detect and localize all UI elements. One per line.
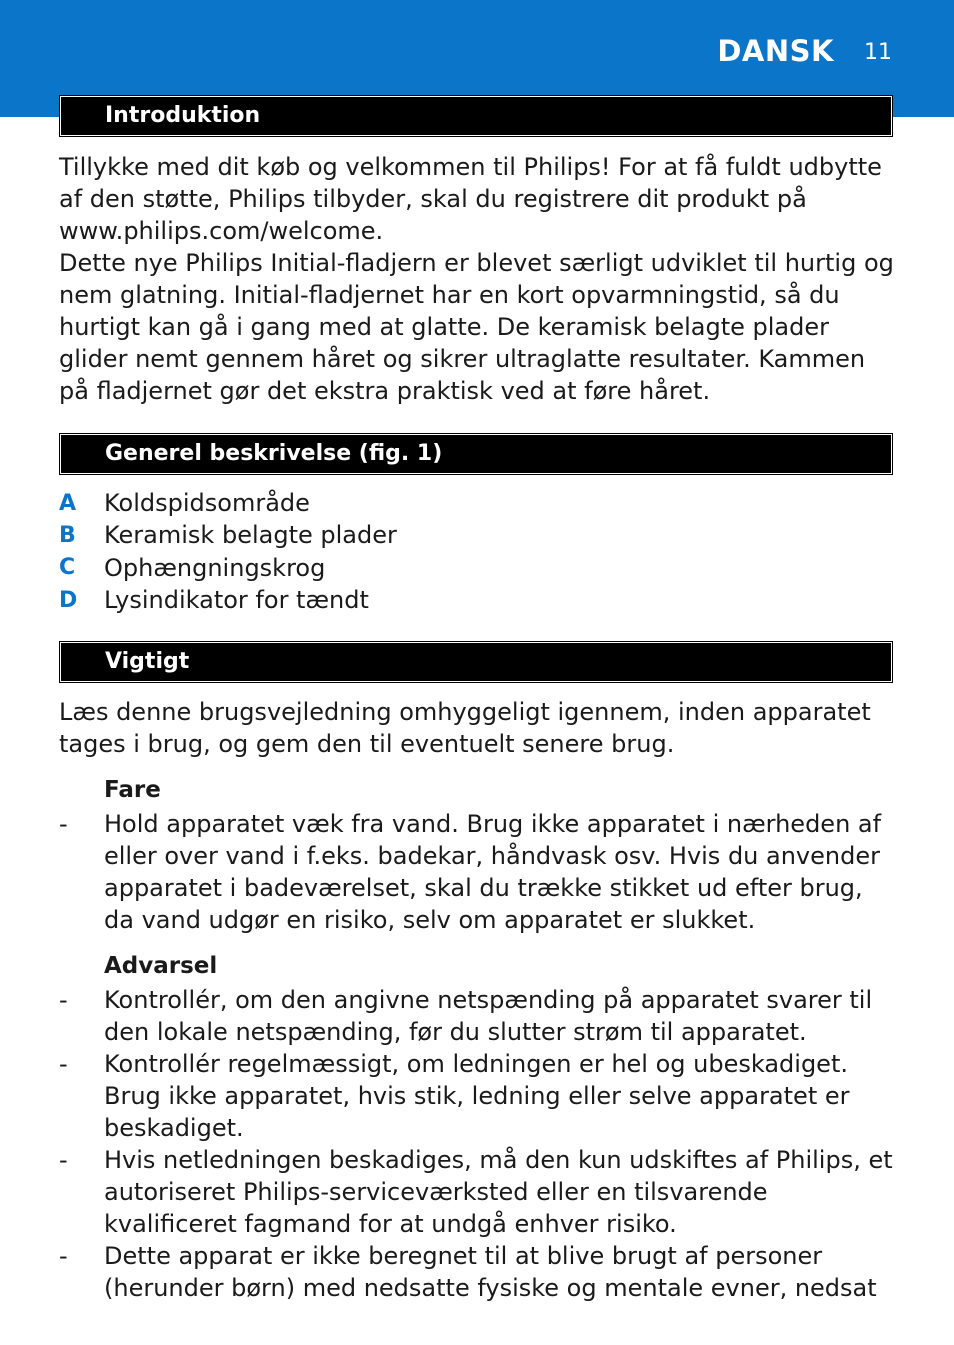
list-item	[59, 552, 397, 584]
section-title: Vigtigt	[105, 649, 190, 674]
bullet-text: Dette apparat er ikke beregnet til at blive brugt af personer (herunder børn) med nedsatte fysiske og mentale evner, nedsat	[104, 1242, 877, 1302]
section-header-general	[60, 434, 892, 474]
intro-paragraph-1: Tillykke med dit køb og velkommen til Philips! For at få fuldt udbytte af den støtte, Philips tilbyder, skal du registrere dit produkt på www.philips.com/welcome.	[59, 153, 882, 245]
list-item	[59, 519, 397, 551]
section-title: Introduktion	[105, 103, 261, 128]
section-header-important	[60, 642, 892, 682]
bullet-item	[59, 1048, 899, 1144]
bullet-dash: -	[59, 1242, 68, 1270]
bullet-item	[59, 1240, 899, 1304]
bullet-item	[59, 808, 899, 936]
item-text: Ophængningskrog	[104, 553, 326, 582]
language-label: DANSK	[717, 34, 834, 68]
important-intro: Læs denne brugsvejledning omhyggeligt igennem, inden apparatet tages i brug, og gem den til eventuelt senere brug.	[59, 698, 871, 758]
list-item	[59, 487, 397, 519]
bullet-dash: -	[59, 1146, 68, 1174]
bullet-dash: -	[59, 810, 68, 838]
list-item	[59, 584, 397, 616]
page-number: 11	[864, 40, 892, 65]
item-text: Keramisk belagte plader	[104, 521, 397, 550]
danger-heading: Fare	[104, 777, 161, 803]
bullet-text: Kontrollér, om den angivne netspænding på apparatet svarer til den lokale netspænding, før du slutter strøm til apparatet.	[104, 986, 873, 1046]
item-letter: B	[59, 522, 76, 548]
section-title: Generel beskrivelse (fig. 1)	[105, 441, 443, 466]
item-text: Lysindikator for tændt	[104, 586, 369, 615]
item-letter: C	[59, 555, 76, 581]
intro-paragraph-2: Dette nye Philips Initial-fladjern er blevet særligt udviklet til hurtig og nem glatning. Initial-fladjernet har en kort opvarmningstid, så du hurtigt kan gå i gang med at glatte. De keramisk belagte plader glider nemt gennem håret og sikrer ultraglatte resultater. Kammen på fladjernet gør det ekstra praktisk ved at føre håret.	[59, 249, 894, 405]
parts-list	[59, 487, 397, 616]
item-letter: D	[59, 587, 78, 613]
bullet-item	[59, 984, 899, 1048]
item-text: Koldspidsområde	[104, 489, 310, 518]
danger-list	[59, 808, 899, 936]
item-letter: A	[59, 490, 77, 516]
warning-heading: Advarsel	[104, 953, 218, 979]
bullet-dash: -	[59, 986, 68, 1014]
bullet-item	[59, 1144, 899, 1240]
bullet-text: Hvis netledningen beskadiges, må den kun udskiftes af Philips, et autoriseret Philips-serviceværksted eller en tilsvarende kvalificeret fagmand for at undgå enhver risiko.	[104, 1146, 893, 1238]
section-header-intro	[60, 96, 892, 136]
bullet-dash: -	[59, 1050, 68, 1078]
bullet-text: Kontrollér regelmæssigt, om ledningen er hel og ubeskadiget. Brug ikke apparatet, hvis stik, ledning eller selve apparatet er beskadiget.	[104, 1050, 850, 1142]
bullet-text: Hold apparatet væk fra vand. Brug ikke apparatet i nærheden af eller over vand i f.eks. badekar, håndvask osv. Hvis du anvender apparatet i badeværelset, skal du trække stikket ud efter brug, da vand udgør en risiko, selv om apparatet er slukket.	[104, 810, 882, 934]
warning-list	[59, 984, 899, 1304]
